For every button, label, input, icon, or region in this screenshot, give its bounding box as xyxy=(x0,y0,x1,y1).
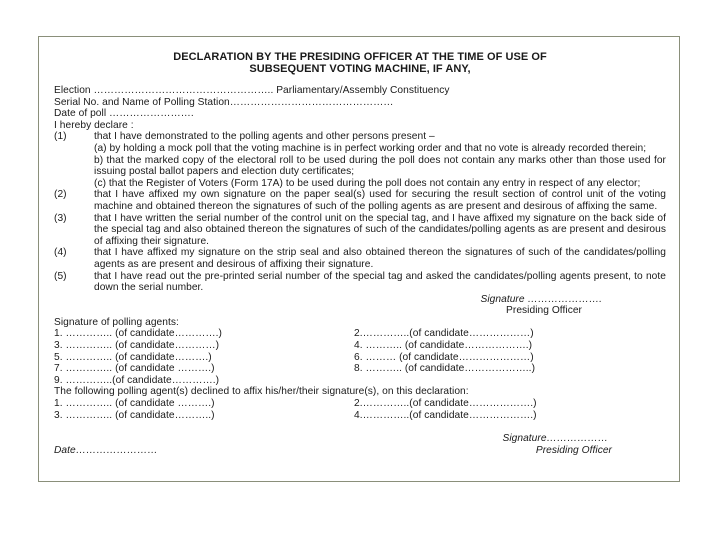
item-number: (2) xyxy=(54,189,67,201)
agent-entry: 9. …………..(of candidate………….) xyxy=(54,374,220,386)
declined-entry: 3. ………….. (of candidate………..) xyxy=(54,409,215,421)
declaration-form xyxy=(54,51,666,456)
signature-line: Signature …………………. xyxy=(480,293,602,305)
declined-entry: 2.…………..(of candidate……………….) xyxy=(354,398,537,410)
date-of-poll-line: Date of poll ……………………. xyxy=(54,108,194,120)
declined-entry: 1. ………….. (of candidate ……….) xyxy=(54,398,215,410)
declaration-item-5 xyxy=(54,271,666,294)
declaration-item-3 xyxy=(54,213,666,248)
agent-entry: 4. ……….. (of candidate……………….) xyxy=(354,340,533,352)
agent-entry: 5. ………….. (of candidate……….) xyxy=(54,351,212,363)
title-line-1: DECLARATION BY THE PRESIDING OFFICER AT THE TIME OF USE OF xyxy=(173,51,547,63)
item-number: (1) xyxy=(54,131,67,143)
declaration-item-4 xyxy=(54,247,666,270)
declaration-item-2 xyxy=(54,189,666,212)
date-line: Date…………………… xyxy=(54,444,158,456)
declaration-item-1 xyxy=(54,131,666,189)
polling-agents-list xyxy=(54,328,666,386)
polling-station-line: Serial No. and Name of Polling Station………………………………………… xyxy=(54,96,394,108)
presiding-officer-label: Presiding Officer xyxy=(506,305,582,317)
signature-line-2: Signature……………… xyxy=(502,433,608,445)
item-sub-c: (c) that the Register of Voters (Form 17A) to be used during the poll does not contain any entry in respect of any elector; xyxy=(94,177,641,189)
document-frame xyxy=(38,36,680,482)
agent-entry-empty xyxy=(354,375,666,387)
item-sub-b: b) that the marked copy of the electoral roll to be used during the poll does not contain any marks other than those used for issuing postal ballot papers and election duty certificates; xyxy=(94,154,666,178)
presiding-officer-label-2: Presiding Officer xyxy=(535,444,612,456)
election-line: Election …………………………………………….. Parliamentary/Assembly Constituency xyxy=(54,85,450,96)
declined-statement: The following polling agent(s) declined to affix his/her/their signature(s), on this declaration: xyxy=(54,386,469,398)
footer-row xyxy=(54,445,666,457)
declined-agents-list xyxy=(54,398,666,421)
form-title xyxy=(54,51,666,75)
agent-entry: 3. ………….. (of candidate…………) xyxy=(54,340,220,352)
item-text: that I have affixed my signature on the strip seal and also obtained thereon the signatures of such of the candidates/polling agents as are present and desirous of affixing their signature. xyxy=(94,247,666,270)
agent-entry: 8. ……….. (of candidate………………..) xyxy=(354,363,536,375)
item-number: (3) xyxy=(54,212,67,224)
agent-entry: 6. ……… (of candidate…………………) xyxy=(354,351,534,363)
declare-heading: I hereby declare : xyxy=(54,119,134,131)
item-text: that I have affixed my own signature on the paper seal(s) used for securing the result section of control unit of the voting machine and obtained thereon the signatures of such of the polling agents as are present and desirous of affixing the same. xyxy=(94,189,666,212)
title-line-2: SUBSEQUENT VOTING MACHINE, IF ANY, xyxy=(249,63,471,75)
item-sub-a: (a) by holding a mock poll that the voting machine is in perfect working order and that no vote is already recorded therein; xyxy=(94,142,647,154)
agent-entry: 2.…………..(of candidate………………) xyxy=(354,328,534,340)
agent-entry: 7. ………….. (of candidate ……….) xyxy=(54,363,215,375)
agent-entry: 1. ………….. (of candidate………….) xyxy=(54,328,222,340)
polling-agents-label: Signature of polling agents: xyxy=(54,316,179,328)
item-number: (4) xyxy=(54,247,67,259)
item-text: that I have demonstrated to the polling agents and other persons present – xyxy=(94,131,435,143)
item-text: that I have written the serial number of the control unit on the special tag, and I have affixed my signature on the back side of the special tag and also obtained thereon the signatures of such of the candidates/polling agents as are present and desirous of affixing their signature. xyxy=(94,212,666,247)
item-number: (5) xyxy=(54,270,67,282)
declined-entry: 4.…………..(of candidate……………….) xyxy=(354,409,537,421)
item-text: that I have read out the pre-printed serial number of the special tag and asked the candidates/polling agents present, to note down the serial number. xyxy=(94,270,666,294)
